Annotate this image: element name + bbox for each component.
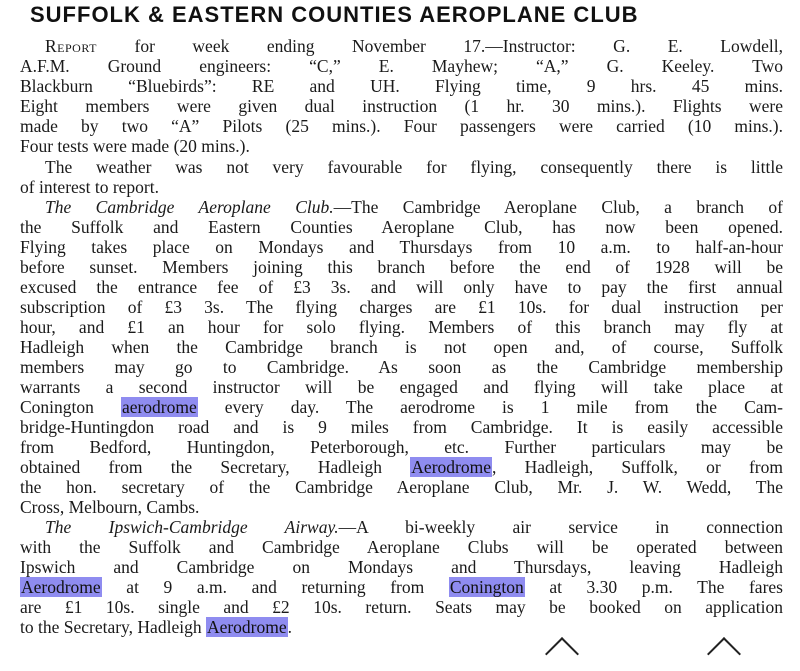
text-line: Eight members were given dual instruction (1 hr. 30 mins.). Flights were	[20, 96, 783, 116]
text-line: Conington aerodrome every day. The aerodrome is 1 mile from the Cam-	[20, 397, 783, 417]
text-line: Four tests were made (20 mins.).	[20, 136, 250, 156]
text-line: Ipswich and Cambridge on Mondays and Thursdays, leaving Hadleigh	[20, 557, 783, 577]
text-line: members may go to Cambridge. As soon as the Cambridge membership	[20, 357, 783, 377]
text-line: made by two “A” Pilots (25 mins.). Four passengers were carried (10 mins.).	[20, 116, 783, 136]
page-fold-mark	[545, 637, 579, 671]
text-line: Flying takes place on Mondays and Thursdays from 10 a.m. to half-an-hour	[20, 237, 783, 257]
text-line: The Ipswich-Cambridge Airway.—A bi-weekly air service in connection	[45, 517, 783, 537]
highlight-aerodrome: Aerodrome	[21, 577, 101, 597]
text-line: before sunset. Members joining this branch before the end of 1928 will be	[20, 257, 783, 277]
text-line: Aerodrome at 9 a.m. and returning from Conington at 3.30 p.m. The fares	[21, 577, 783, 597]
text-line: obtained from the Secretary, Hadleigh Aerodrome, Hadleigh, Suffolk, or from	[20, 457, 783, 477]
text-line: Report for week ending November 17.—Instructor: G. E. Lowdell,	[45, 36, 783, 56]
text-line: are £1 10s. single and £2 10s. return. Seats may be booked on application	[20, 597, 783, 617]
section-heading-cambridge: The Cambridge Aeroplane Club.	[45, 197, 334, 217]
text-line: bridge-Huntingdon road and is 9 miles from Cambridge. It is easily accessible	[20, 417, 783, 437]
highlight-aerodrome: Aerodrome	[206, 617, 287, 637]
highlight-conington: Conington	[449, 577, 524, 597]
text-line: The weather was not very favourable for flying, consequently there is little	[45, 157, 783, 177]
text-line: The Cambridge Aeroplane Club.—The Cambridge Aeroplane Club, a branch of	[45, 197, 784, 217]
text-line: subscription of £3 3s. The flying charges are £1 10s. for dual instruction per	[20, 297, 783, 317]
text-line: of interest to report.	[20, 177, 159, 197]
text-line: the Suffolk and Eastern Counties Aeroplane Club, has now been opened.	[20, 217, 783, 237]
text-line: to the Secretary, Hadleigh Aerodrome.	[20, 617, 293, 637]
text-line: from Bedford, Huntingdon, Peterborough, etc. Further particulars may be	[20, 437, 783, 457]
text-line: hour, and £1 an hour for solo flying. Members of this branch may fly at	[20, 317, 783, 337]
text-line: Blackburn “Bluebirds”: RE and UH. Flying time, 9 hrs. 45 mins.	[20, 76, 783, 96]
page-fold-mark	[707, 637, 741, 671]
text-line: the hon. secretary of the Cambridge Aeroplane Club, Mr. J. W. Wedd, The	[20, 477, 783, 497]
section-heading-airway: The Ipswich-Cambridge Airway.	[45, 517, 339, 537]
text-line: Cross, Melbourn, Cambs.	[20, 497, 200, 517]
text-line: with the Suffolk and Cambridge Aeroplane Clubs will be operated between	[20, 537, 783, 557]
text-line: warrants a second instructor will be engaged and flying will take place at	[20, 377, 783, 397]
text-line: A.F.M. Ground engineers: “C,” E. Mayhew; “A,” G. Keeley. Two	[20, 56, 783, 76]
article-title: SUFFOLK & EASTERN COUNTIES AEROPLANE CLUB	[30, 2, 639, 27]
text-line: Hadleigh when the Cambridge branch is not open and, of course, Suffolk	[20, 337, 783, 357]
report-lead: Report	[45, 36, 97, 56]
highlight-aerodrome: Aerodrome	[411, 457, 491, 477]
text-line: excused the entrance fee of £3 3s. and will only have to pay the first annual	[20, 277, 783, 297]
highlight-aerodrome: aerodrome	[121, 397, 197, 417]
